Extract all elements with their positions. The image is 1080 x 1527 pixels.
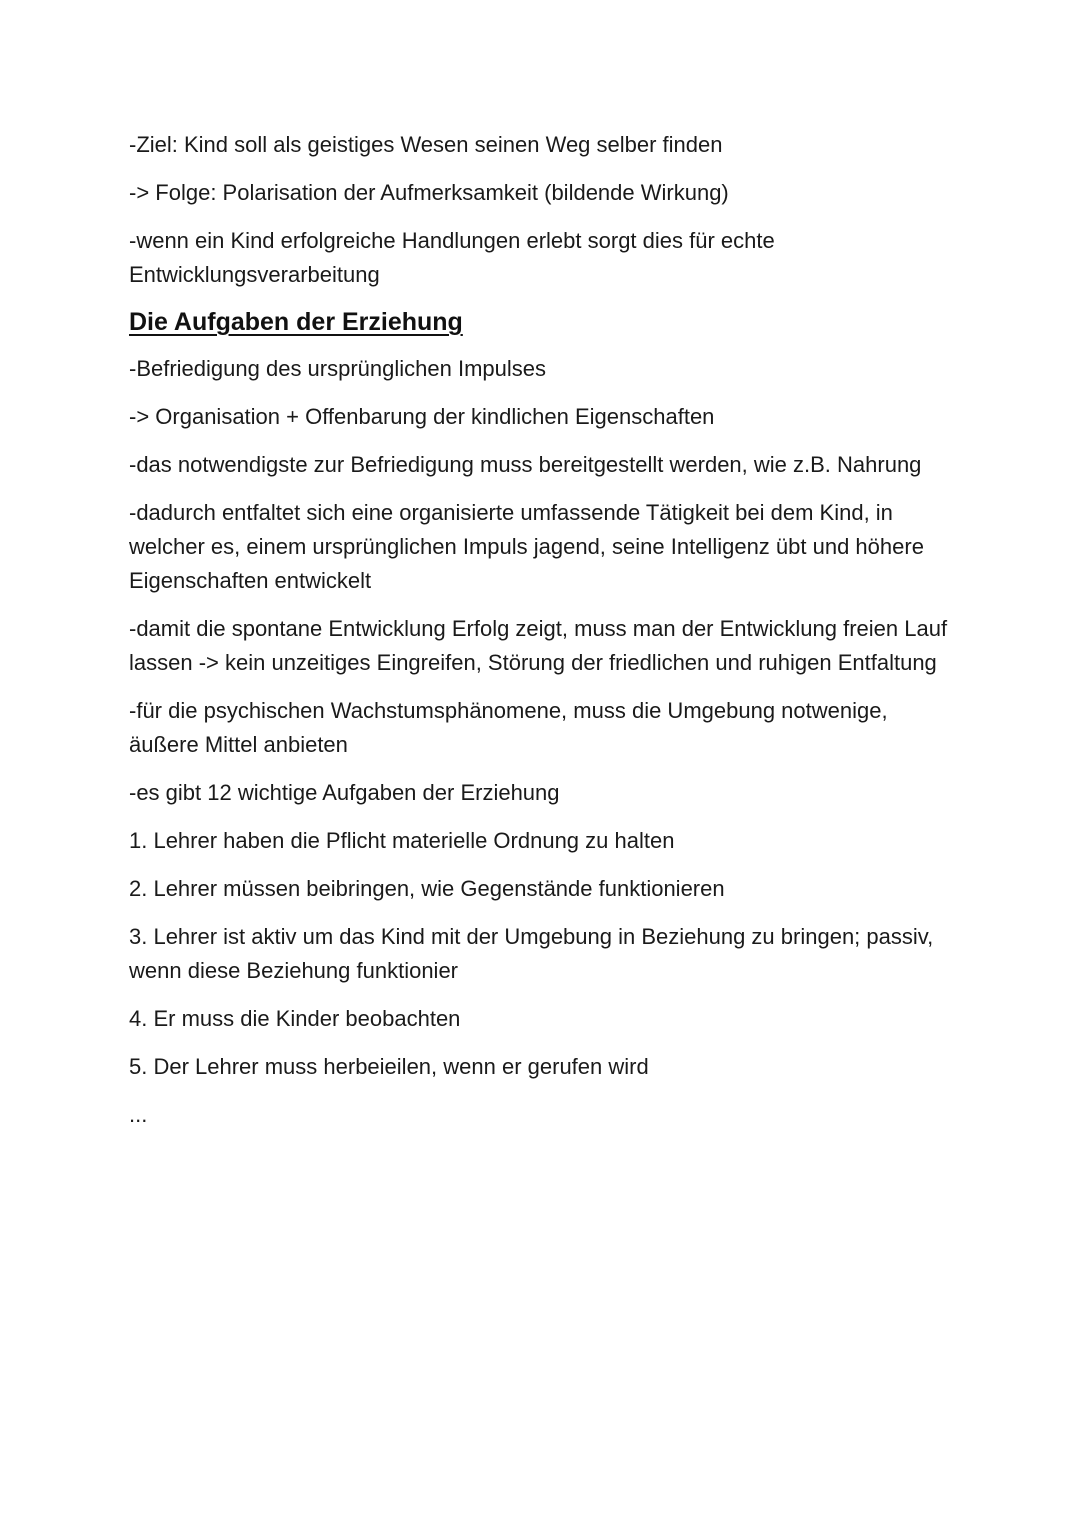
section-heading: Die Aufgaben der Erziehung	[129, 308, 463, 336]
paragraph-activity: -dadurch entfaltet sich eine organisierte umfassende Tätigkeit bei dem Kind, in welcher es, einem ursprünglichen Impuls jagend, seine Intelligenz übt und höhere Eigenschaften entwickelt	[129, 500, 924, 593]
paragraph-environment: -für die psychischen Wachstumsphänomene, muss die Umgebung notwenige, äußere Mittel anbieten	[129, 698, 888, 757]
list-item: 3. Lehrer ist aktiv um das Kind mit der Umgebung in Beziehung zu bringen; passiv, wenn diese Beziehung funktionier	[129, 924, 934, 983]
paragraph-necessities: -das notwendigste zur Befriedigung muss bereitgestellt werden, wie z.B. Nahrung	[129, 452, 922, 477]
paragraph-organisation: -> Organisation + Offenbarung der kindlichen Eigenschaften	[129, 404, 715, 429]
intro-goal: -Ziel: Kind soll als geistiges Wesen seinen Weg selber finden	[129, 132, 723, 157]
paragraph-impulse: -Befriedigung des ursprünglichen Impulses	[129, 356, 547, 381]
paragraph-twelve-tasks: -es gibt 12 wichtige Aufgaben der Erziehung	[129, 780, 560, 805]
document-page	[129, 128, 959, 1146]
intro-consequence: -> Folge: Polarisation der Aufmerksamkeit (bildende Wirkung)	[129, 180, 729, 205]
list-item: 5. Der Lehrer muss herbeieilen, wenn er gerufen wird	[129, 1054, 649, 1079]
intro-success: -wenn ein Kind erfolgreiche Handlungen erlebt sorgt dies für echte Entwicklungsverarbeitung	[129, 228, 775, 287]
paragraph-spontaneous-development: -damit die spontane Entwicklung Erfolg zeigt, muss man der Entwicklung freien Lauf lassen -> kein unzeitiges Eingreifen, Störung der friedlichen und ruhigen Entfaltung	[129, 616, 948, 675]
ellipsis: ...	[129, 1102, 148, 1127]
list-item: 2. Lehrer müssen beibringen, wie Gegenstände funktionieren	[129, 876, 725, 901]
list-item: 1. Lehrer haben die Pflicht materielle Ordnung zu halten	[129, 828, 675, 853]
list-item: 4. Er muss die Kinder beobachten	[129, 1006, 461, 1031]
